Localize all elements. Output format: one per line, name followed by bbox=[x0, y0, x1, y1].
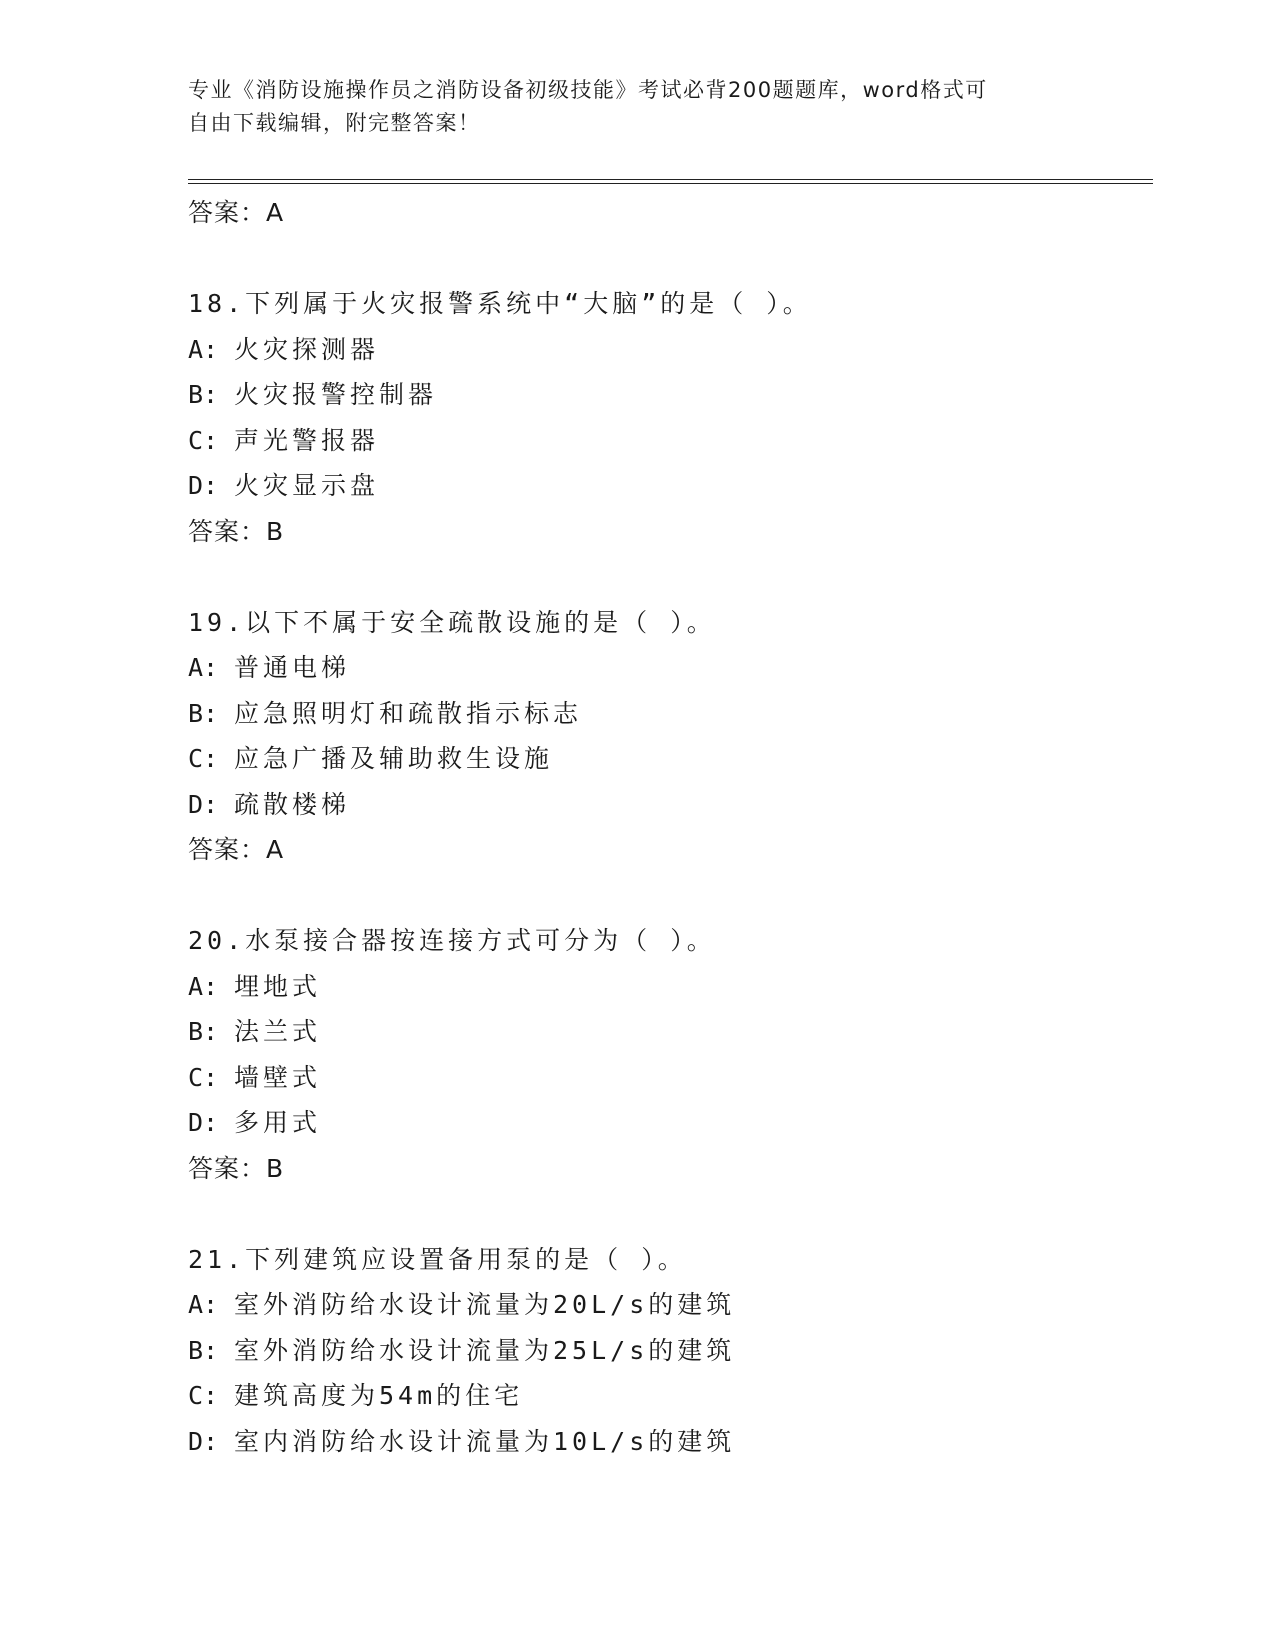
question-stem: 20.水泵接合器按连接方式可分为（ ）。 bbox=[188, 926, 716, 955]
question-21 bbox=[188, 1237, 1148, 1465]
option-text: 疏散楼梯 bbox=[234, 789, 351, 819]
option-b bbox=[188, 1009, 1148, 1055]
option-text: 火灾显示盘 bbox=[234, 471, 380, 500]
option-letter: A: bbox=[188, 971, 219, 1001]
option-letter: C: bbox=[188, 1381, 219, 1410]
option-text: 室内消防给水设计流量为10L/s的建筑 bbox=[234, 1426, 736, 1456]
option-c bbox=[188, 1373, 1148, 1419]
option-text: 埋地式 bbox=[234, 971, 322, 1001]
option-c bbox=[188, 736, 1148, 782]
option-letter: A: bbox=[188, 1290, 219, 1319]
answer-19: 答案：A bbox=[188, 835, 285, 864]
option-a bbox=[188, 964, 1148, 1010]
option-letter: A: bbox=[188, 334, 219, 364]
option-d bbox=[188, 463, 1148, 509]
answer-18: 答案：B bbox=[188, 516, 285, 546]
option-letter: D: bbox=[188, 789, 219, 819]
page-header bbox=[188, 74, 1088, 140]
option-letter: D: bbox=[188, 1108, 219, 1137]
option-text: 多用式 bbox=[234, 1108, 322, 1137]
option-text: 声光警报器 bbox=[234, 425, 380, 455]
question-20 bbox=[188, 918, 1148, 1191]
question-stem: 21.下列建筑应设置备用泵的是（ ）。 bbox=[188, 1244, 687, 1274]
question-stem: 19.以下不属于安全疏散设施的是（ ）。 bbox=[188, 607, 716, 637]
option-letter: B: bbox=[188, 380, 219, 409]
question-stem: 18.下列属于火灾报警系统中“大脑”的是（ ）。 bbox=[188, 289, 812, 318]
option-letter: A: bbox=[188, 653, 219, 682]
option-text: 火灾报警控制器 bbox=[234, 380, 438, 409]
option-a bbox=[188, 1282, 1148, 1328]
option-d bbox=[188, 1419, 1148, 1465]
option-b bbox=[188, 372, 1148, 418]
question-18 bbox=[188, 281, 1148, 554]
header-line-2: 自由下载编辑，附完整答案！ bbox=[188, 111, 481, 135]
option-c bbox=[188, 418, 1148, 464]
option-b bbox=[188, 691, 1148, 737]
option-d bbox=[188, 1100, 1148, 1146]
option-letter: B: bbox=[188, 698, 219, 728]
option-a bbox=[188, 645, 1148, 691]
option-letter: B: bbox=[188, 1017, 219, 1046]
answer-20: 答案：B bbox=[188, 1153, 285, 1183]
option-text: 建筑高度为54m的住宅 bbox=[234, 1381, 524, 1410]
header-line-1: 专业《消防设施操作员之消防设备初级技能》考试必背200题题库，word格式可 bbox=[188, 78, 988, 102]
option-b bbox=[188, 1328, 1148, 1374]
option-text: 普通电梯 bbox=[234, 653, 351, 682]
option-d bbox=[188, 782, 1148, 828]
answer-17: 答案：A bbox=[188, 198, 285, 227]
option-text: 墙壁式 bbox=[234, 1062, 322, 1092]
option-text: 应急照明灯和疏散指示标志 bbox=[234, 698, 583, 728]
option-text: 室外消防给水设计流量为25L/s的建筑 bbox=[234, 1335, 736, 1365]
option-text: 火灾探测器 bbox=[234, 334, 380, 364]
option-text: 应急广播及辅助救生设施 bbox=[234, 744, 554, 773]
option-letter: D: bbox=[188, 1426, 219, 1456]
question-19 bbox=[188, 600, 1148, 873]
option-letter: C: bbox=[188, 425, 219, 455]
option-c bbox=[188, 1055, 1148, 1101]
header-rule-top bbox=[188, 179, 1153, 180]
option-a bbox=[188, 327, 1148, 373]
header-rule-bottom bbox=[188, 183, 1153, 184]
option-letter: D: bbox=[188, 471, 219, 500]
option-text: 法兰式 bbox=[234, 1017, 322, 1046]
document-body bbox=[188, 190, 1148, 1464]
option-letter: B: bbox=[188, 1335, 219, 1365]
option-text: 室外消防给水设计流量为20L/s的建筑 bbox=[234, 1290, 736, 1319]
option-letter: C: bbox=[188, 744, 219, 773]
option-letter: C: bbox=[188, 1062, 219, 1092]
